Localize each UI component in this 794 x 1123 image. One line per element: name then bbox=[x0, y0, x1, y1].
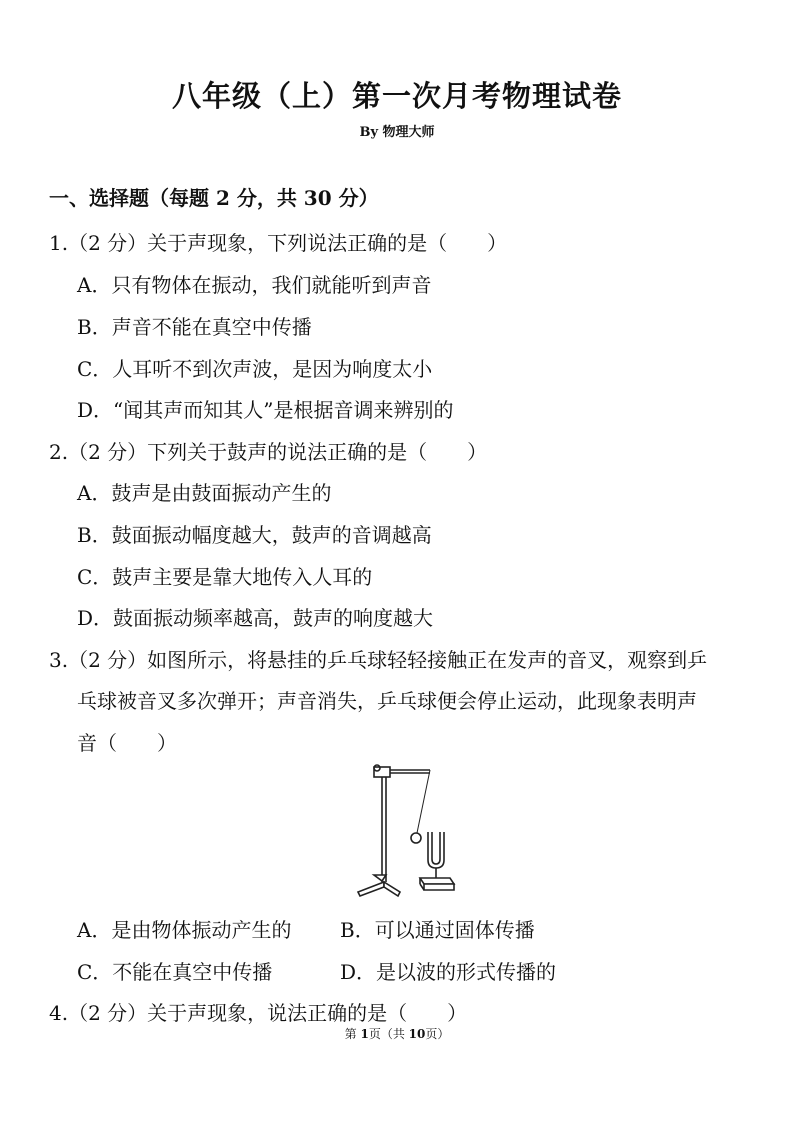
page-title: 八年级（上）第一次月考物理试卷 bbox=[171, 79, 622, 113]
question-3-stem-line-2: 乓球被音叉多次弹开；声音消失，乒乓球便会停止运动，此现象表明声 bbox=[77, 689, 697, 713]
question-1-option-d: D．“闻其声而知其人”是根据音调来辨别的 bbox=[77, 398, 454, 422]
question-2-option-d: D．鼓面振动频率越高，鼓声的响度越大 bbox=[77, 606, 434, 630]
page-footer bbox=[0, 1025, 794, 1042]
question-3-option-c: C．不能在真空中传播 bbox=[77, 960, 273, 984]
question-1-option-b: B．声音不能在真空中传播 bbox=[77, 315, 312, 339]
question-1-stem: 1.（2 分）关于声现象，下列说法正确的是（ ） bbox=[49, 231, 508, 255]
question-2-option-b: B．鼓面振动幅度越大，鼓声的音调越高 bbox=[77, 523, 432, 547]
question-3-option-a: A．是由物体振动产生的 bbox=[77, 918, 292, 942]
byline: By 物理大师 bbox=[359, 125, 435, 140]
question-1-option-a: A．只有物体在振动，我们就能听到声音 bbox=[77, 273, 432, 297]
section-heading: 一、选择题（每题 2 分，共 30 分） bbox=[49, 186, 379, 210]
question-2-option-c: C．鼓声主要是靠大地传入人耳的 bbox=[77, 565, 373, 589]
question-4-stem: 4.（2 分）关于声现象，说法正确的是（ ） bbox=[49, 1001, 468, 1025]
question-2-option-a: A．鼓声是由鼓面振动产生的 bbox=[77, 481, 332, 505]
footer-prefix: 第 bbox=[344, 1027, 361, 1041]
question-3-option-d: D．是以波的形式传播的 bbox=[340, 960, 557, 984]
footer-total-pages: 10 bbox=[408, 1027, 426, 1041]
question-2-stem: 2.（2 分）下列关于鼓声的说法正确的是（ ） bbox=[49, 440, 488, 464]
footer-middle: 页（共 bbox=[368, 1027, 409, 1041]
footer-page-number: 1 bbox=[360, 1027, 369, 1041]
footer-suffix: 页） bbox=[425, 1027, 450, 1041]
question-3-stem-line-3: 音（ ） bbox=[77, 731, 177, 755]
question-1-option-c: C．人耳听不到次声波，是因为响度太小 bbox=[77, 357, 433, 381]
tuning-fork-ping-pong-figure bbox=[350, 760, 460, 900]
question-3-option-b: B．可以通过固体传播 bbox=[340, 918, 535, 942]
question-3-stem-line-1: 3.（2 分）如图所示，将悬挂的乒乓球轻轻接触正在发声的音叉，观察到乒 bbox=[49, 648, 708, 672]
